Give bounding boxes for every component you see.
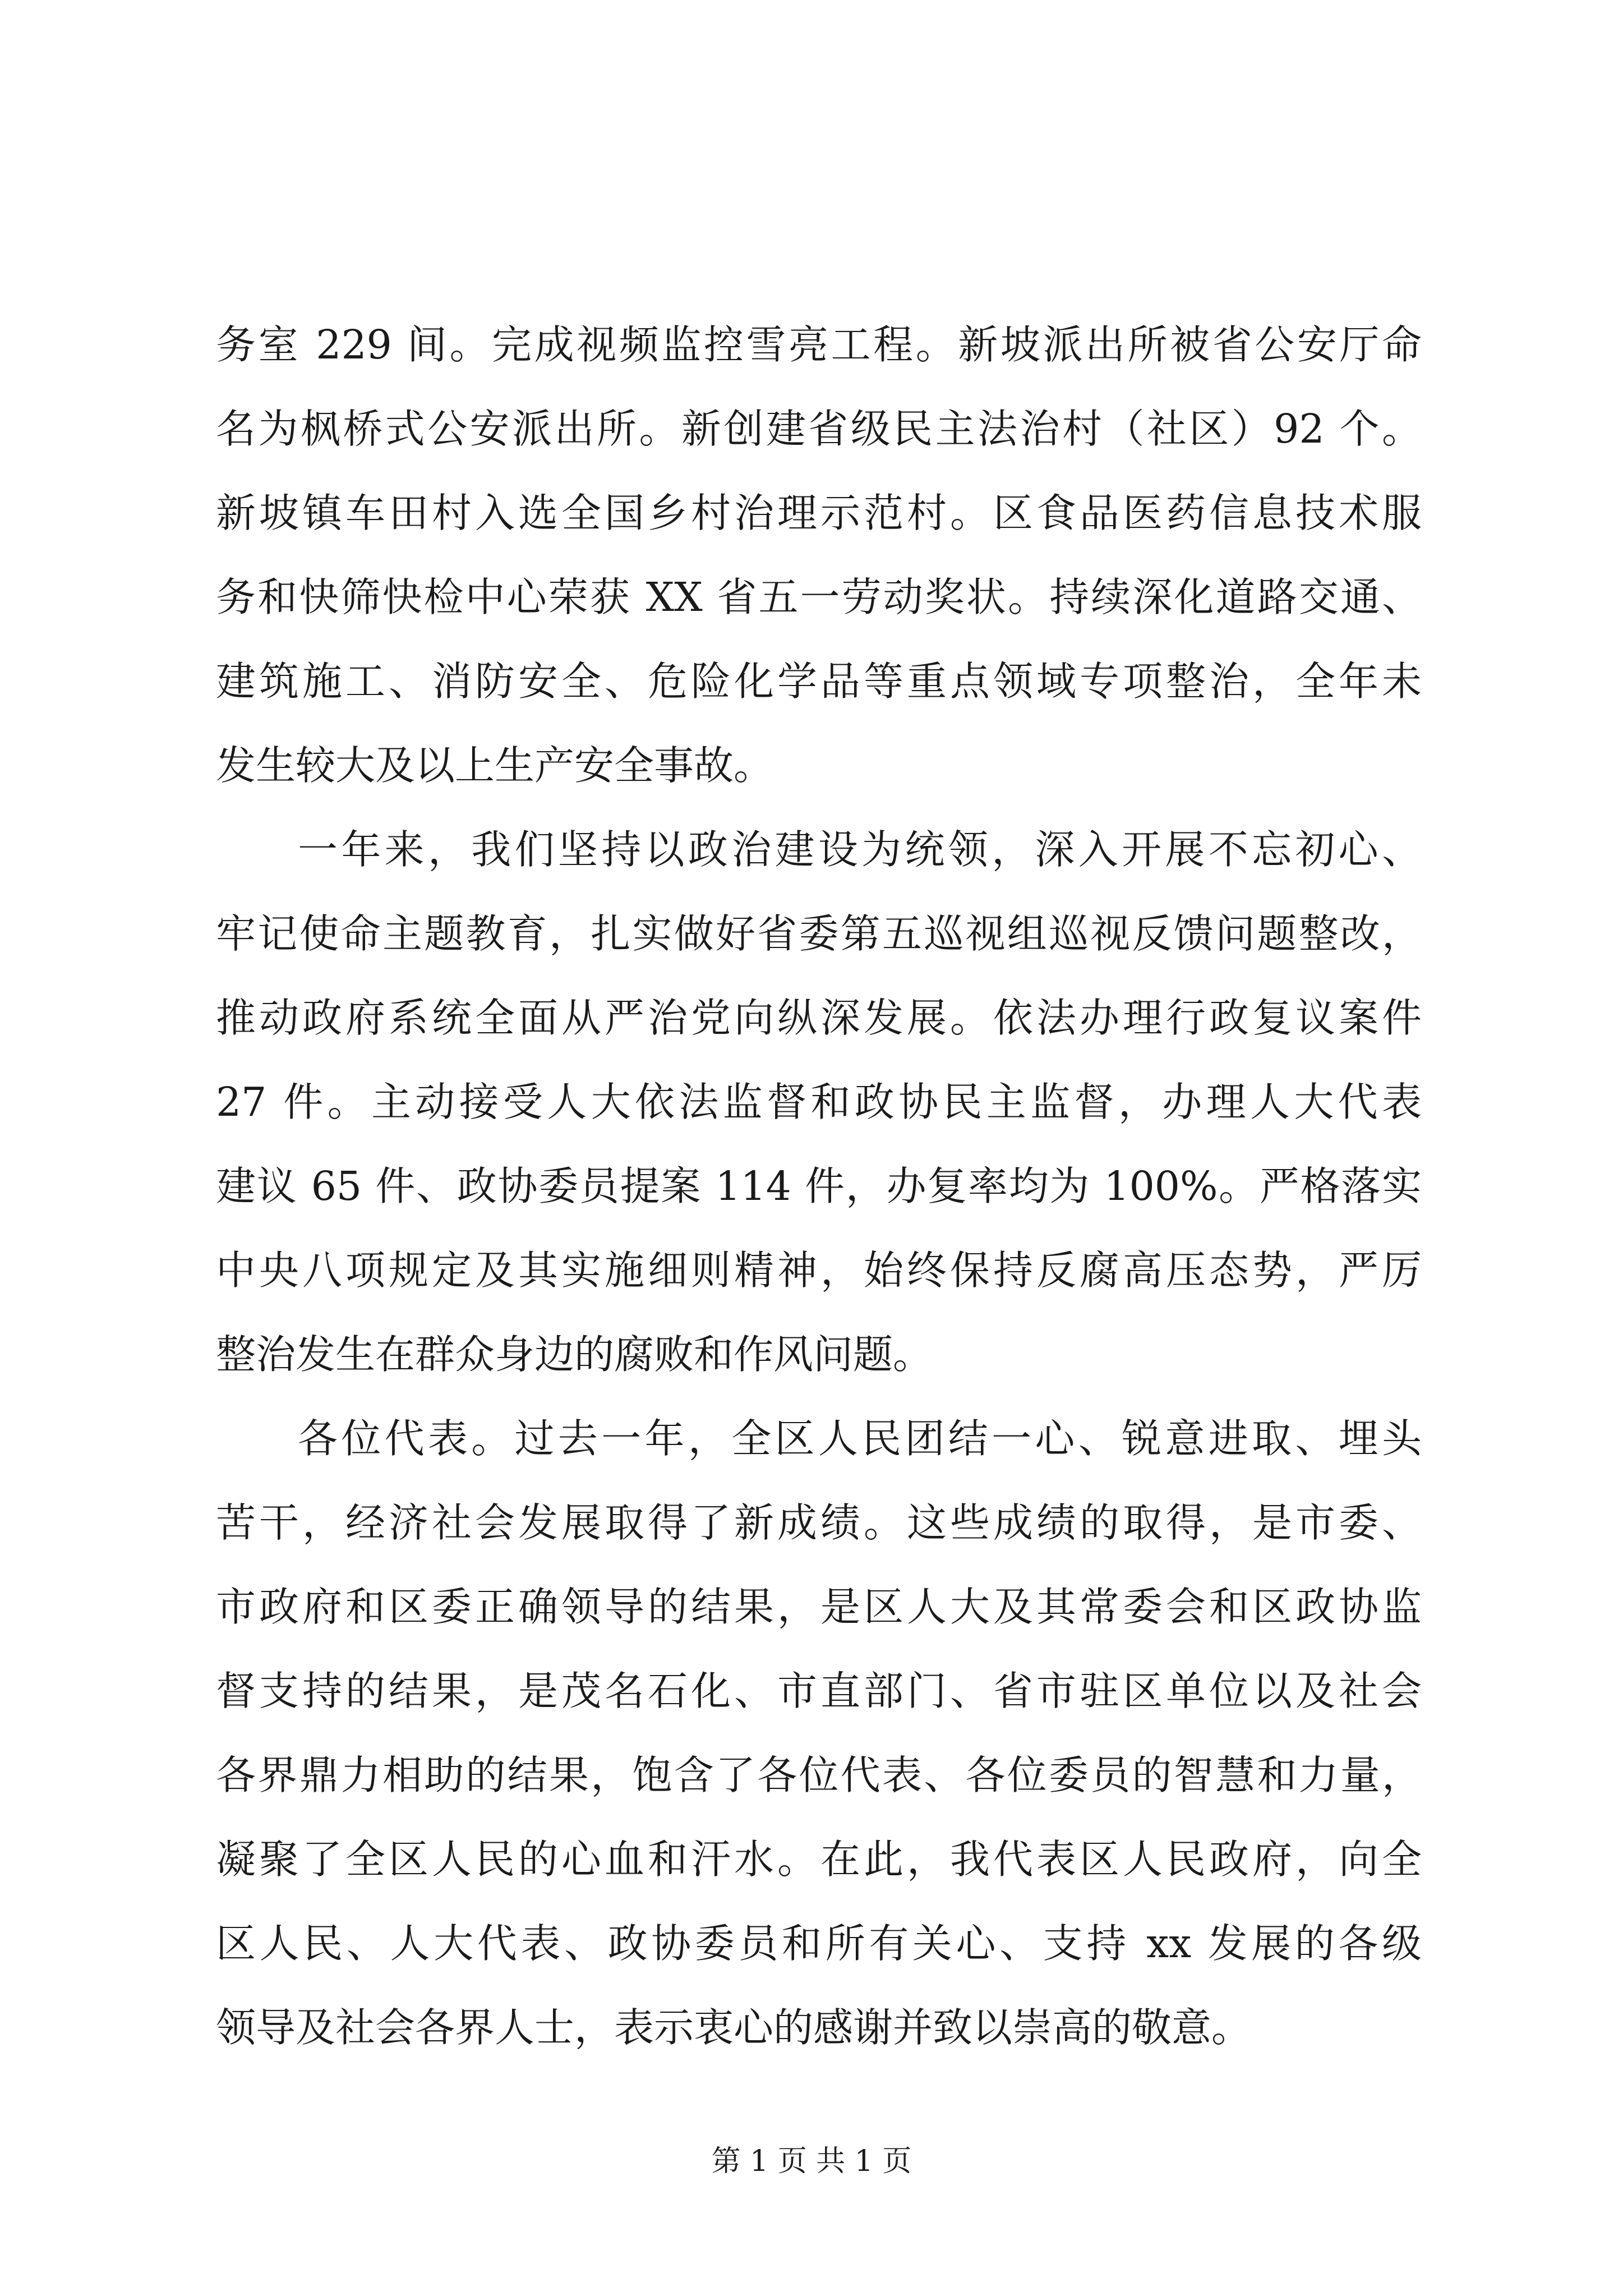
- text-line: 务和快筛快检中心荣获 XX 省五一劳动奖状。持续深化道路交通、: [216, 574, 1422, 620]
- text-line: 牢记使命主题教育，扎实做好省委第五巡视组巡视反馈问题整改，: [216, 910, 1422, 957]
- text-line: 各界鼎力相助的结果，饱含了各位代表、各位委员的智慧和力量，: [216, 1752, 1422, 1798]
- text-line: 27 件。主动接受人大依法监督和政协民主监督，办理人大代表: [216, 1079, 1422, 1125]
- text-line: 区人民、人大代表、政协委员和所有关心、支持 xx 发展的各级: [216, 1920, 1422, 1967]
- page-footer: 第 1 页 共 1 页: [711, 2145, 912, 2178]
- text-line: 务室 229 间。完成视频监控雪亮工程。新坡派出所被省公安厅命: [216, 321, 1422, 368]
- text-line: 中央八项规定及其实施细则精神，始终保持反腐高压态势，严厉: [216, 1247, 1422, 1294]
- text-line: 推动政府系统全面从严治党向纵深发展。依法办理行政复议案件: [216, 995, 1422, 1041]
- text-line: 督支持的结果，是茂名石化、市直部门、省市驻区单位以及社会: [216, 1668, 1422, 1714]
- text-line: 各位代表。过去一年，全区人民团结一心、锐意进取、埋头: [298, 1415, 1422, 1462]
- text-line: 发生较大及以上生产安全事故。: [216, 742, 774, 789]
- text-line: 建筑施工、消防安全、危险化学品等重点领域专项整治，全年未: [216, 658, 1422, 705]
- paragraph: [216, 808, 1422, 1397]
- text-line: 领导及社会各界人士，表示衷心的感谢并致以崇高的敬意。: [216, 2004, 1252, 2051]
- text-line: 凝聚了全区人民的心血和汗水。在此，我代表区人民政府，向全: [216, 1836, 1422, 1883]
- document-body: [216, 303, 1422, 2070]
- text-line: 市政府和区委正确领导的结果，是区人大及其常委会和区政协监: [216, 1584, 1422, 1630]
- text-line: 一年来，我们坚持以政治建设为统领，深入开展不忘初心、: [298, 826, 1422, 873]
- text-line: 苦干，经济社会发展取得了新成绩。这些成绩的取得，是市委、: [216, 1499, 1422, 1546]
- text-line: 建议 65 件、政协委员提案 114 件，办复率均为 100%。严格落实: [216, 1163, 1422, 1209]
- text-line: 名为枫桥式公安派出所。新创建省级民主法治村（社区）92 个。: [216, 406, 1422, 452]
- paragraph: [216, 1397, 1422, 2070]
- paragraph: [216, 303, 1422, 808]
- text-line: 新坡镇车田村入选全国乡村治理示范村。区食品医药信息技术服: [216, 490, 1422, 536]
- text-line: 整治发生在群众身边的腐败和作风问题。: [216, 1331, 933, 1378]
